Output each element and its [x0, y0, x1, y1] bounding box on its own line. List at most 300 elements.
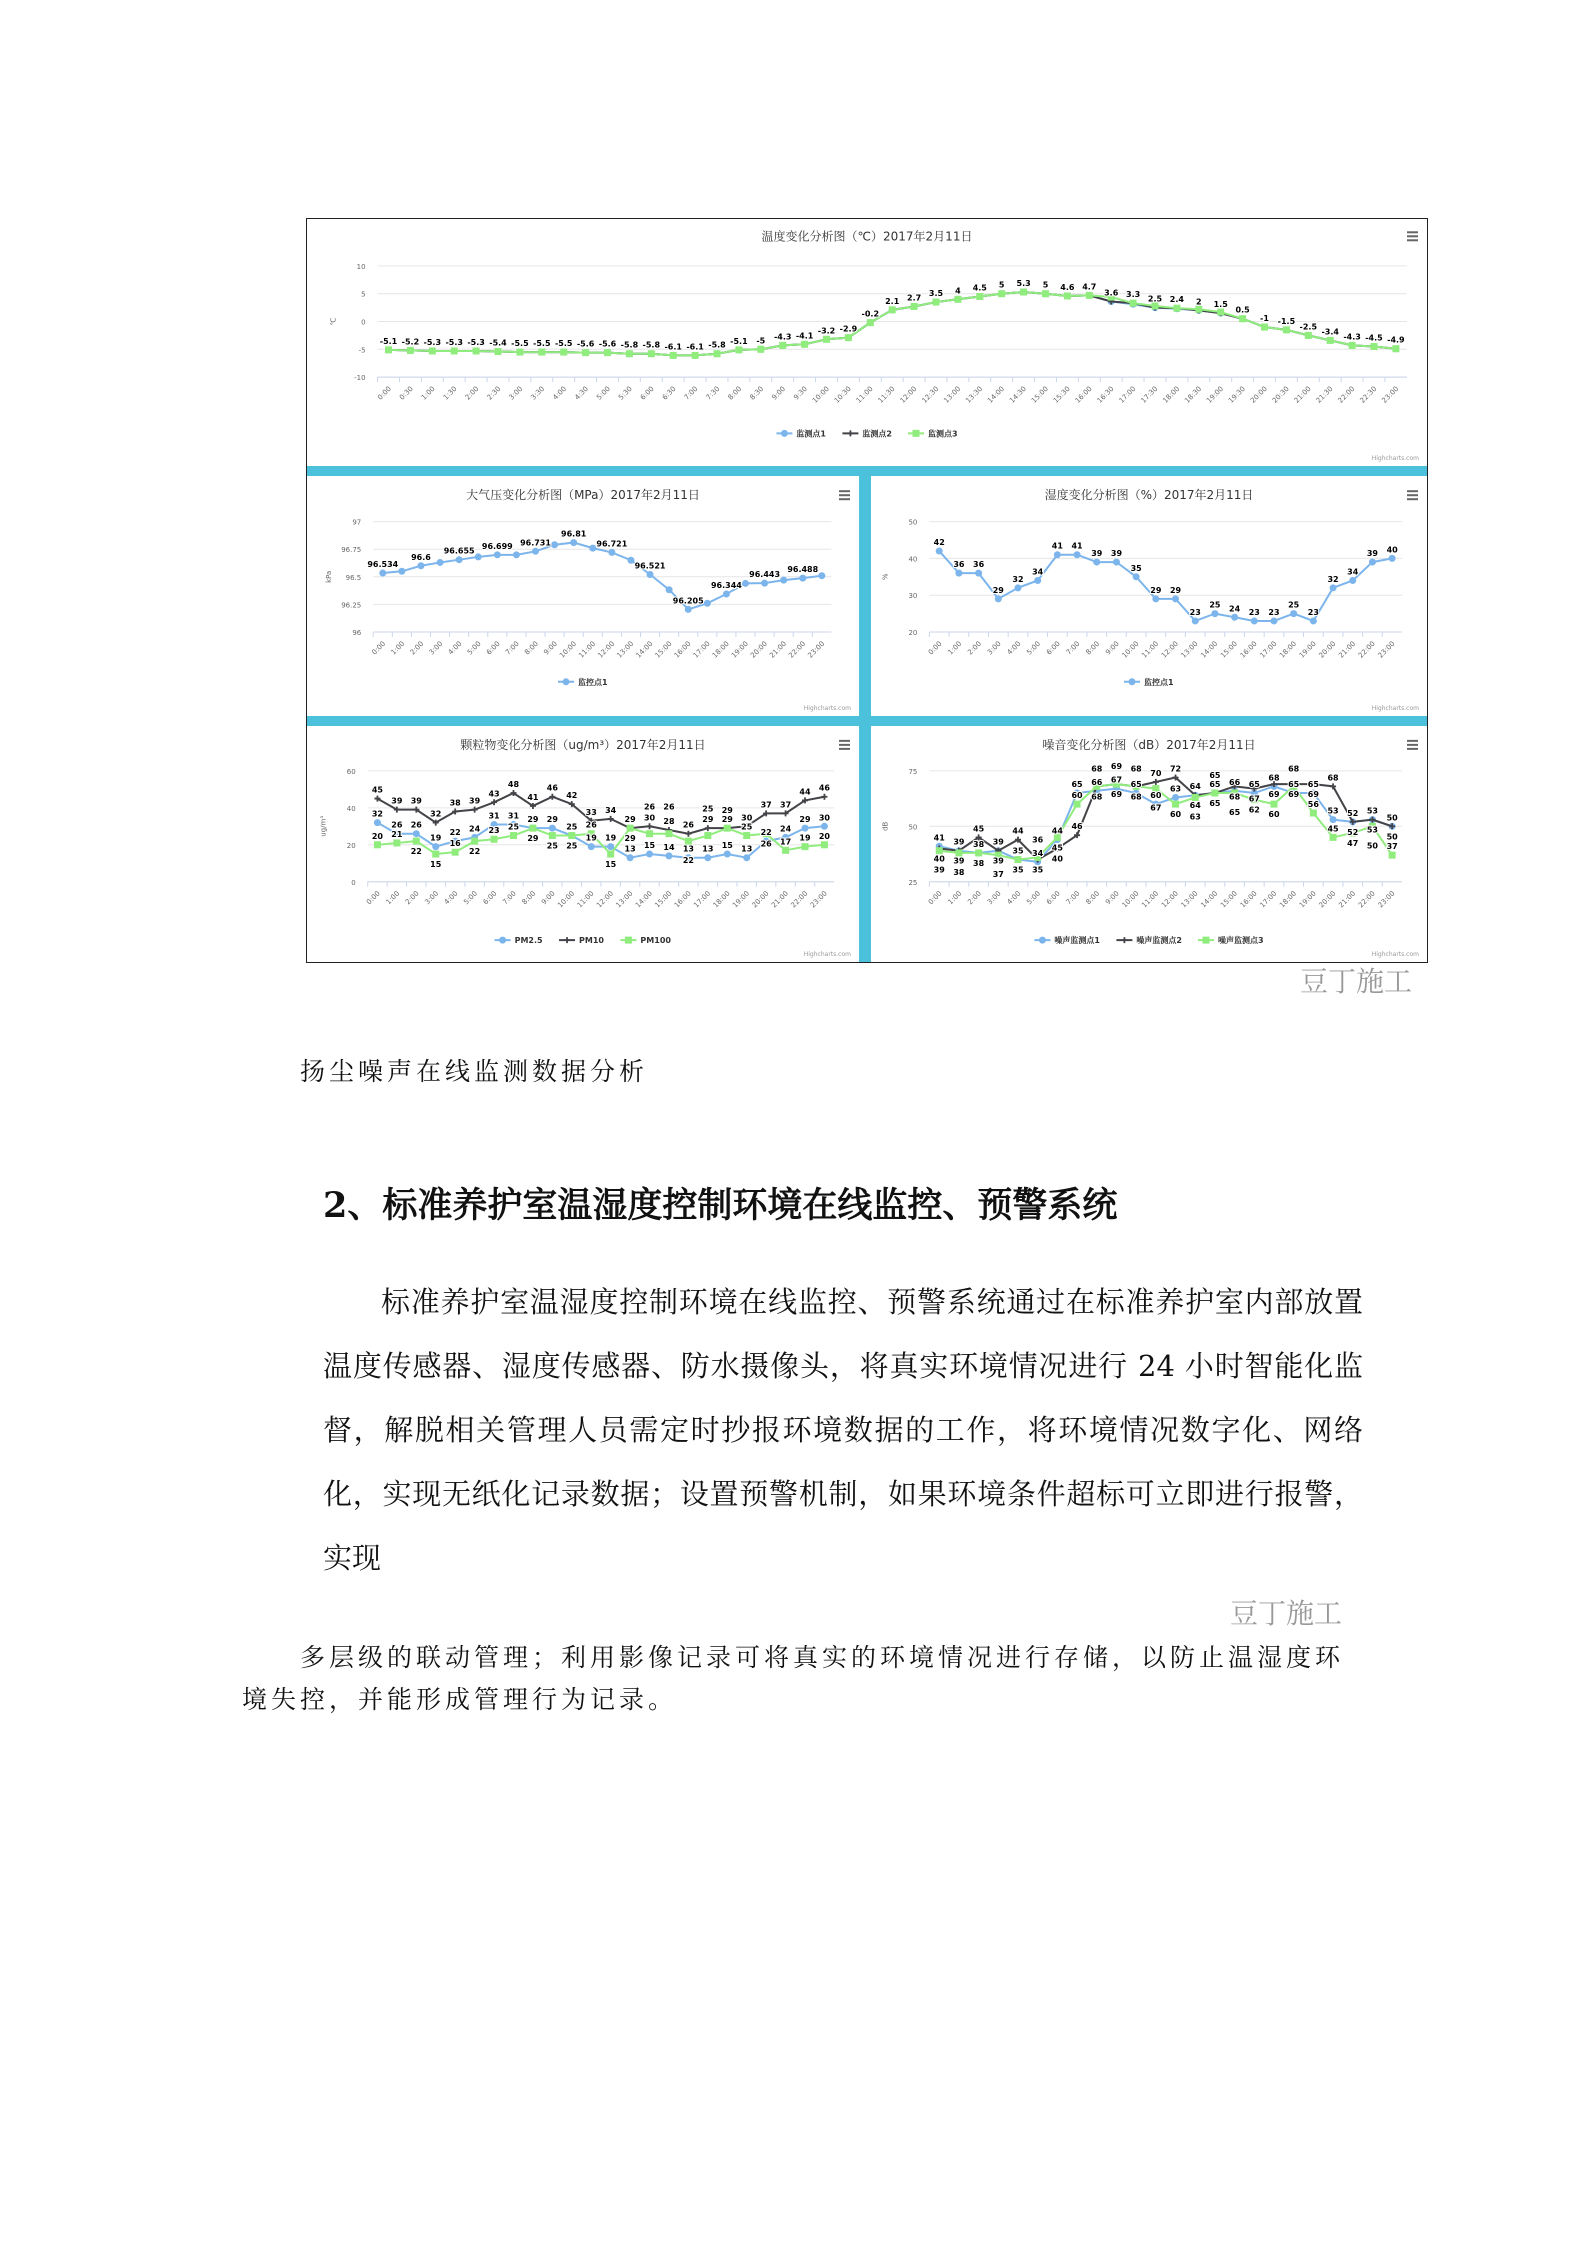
- data-label: -3.2: [817, 326, 836, 336]
- data-label: 41: [527, 792, 539, 802]
- x-tick-label: 21:00: [1337, 889, 1358, 910]
- legend-item[interactable]: [1124, 677, 1174, 687]
- x-tick-label: 17:00: [692, 889, 713, 910]
- menu-icon[interactable]: [839, 490, 850, 500]
- x-tick-label: 17:00: [691, 639, 712, 660]
- legend-marker: [563, 678, 570, 685]
- x-tick-label: 13:00: [614, 889, 635, 910]
- data-label: 35: [1032, 865, 1044, 875]
- data-point: [627, 825, 634, 832]
- data-point: [1133, 573, 1140, 580]
- chart-svg: [871, 726, 1427, 962]
- data-point: [429, 347, 436, 354]
- data-label: -4.1: [795, 331, 814, 341]
- data-label: 52: [1347, 827, 1359, 837]
- data-point: [432, 851, 439, 858]
- data-label: 1.5: [1213, 300, 1228, 310]
- data-point: [936, 548, 943, 555]
- x-tick-label: 22:00: [1356, 639, 1377, 660]
- data-point: [867, 319, 874, 326]
- y-tick-label: 96.25: [341, 601, 362, 610]
- data-point: [491, 836, 498, 843]
- data-label: 46: [818, 783, 831, 793]
- x-tick-label: 17:00: [1258, 889, 1279, 910]
- data-label: 96.699: [481, 541, 513, 551]
- x-tick-label: 5:00: [465, 639, 483, 657]
- x-tick-label: 22:00: [789, 889, 810, 910]
- data-label: 39: [933, 865, 945, 875]
- data-point: [995, 595, 1002, 602]
- x-tick-label: 2:00: [463, 384, 481, 402]
- data-point: [692, 352, 699, 359]
- data-label: 23: [1307, 607, 1319, 617]
- data-label: 19: [605, 833, 617, 843]
- x-tick-label: 10:00: [556, 889, 577, 910]
- legend-item[interactable]: [558, 677, 608, 687]
- data-label: 53: [1366, 806, 1379, 816]
- chart-svg: [307, 726, 859, 962]
- x-tick-label: 9:00: [542, 639, 560, 657]
- monitoring-charts-figure: [306, 218, 1428, 963]
- data-point: [538, 349, 545, 356]
- x-tick-label: 16:00: [1238, 639, 1259, 660]
- legend-marker: [564, 937, 570, 943]
- data-label: 68: [1130, 792, 1142, 802]
- data-label-layer: [372, 780, 831, 869]
- data-label: 44: [799, 787, 811, 797]
- x-tick-label: 20:00: [750, 889, 771, 910]
- x-tick-label: 6:00: [638, 384, 656, 402]
- y-tick-label: 0: [351, 878, 356, 887]
- data-label: 33: [585, 807, 597, 817]
- data-label: 50: [1366, 841, 1379, 851]
- data-point: [761, 580, 768, 587]
- legend: [558, 677, 608, 687]
- data-label: -5.5: [533, 339, 551, 349]
- y-tick-label: 0: [361, 318, 366, 327]
- x-tick-label: 18:00: [710, 639, 731, 660]
- data-point: [1074, 551, 1081, 558]
- data-point: [1074, 801, 1081, 808]
- x-tick-label: 20:00: [1317, 639, 1338, 660]
- x-tick-label: 14:30: [1008, 384, 1029, 405]
- chart-title: 湿度变化分析图（%）2017年2月11日: [1044, 488, 1254, 503]
- data-point: [955, 570, 962, 577]
- y-tick-label: 40: [908, 555, 918, 564]
- data-label: -4.3: [1343, 332, 1361, 342]
- legend-label: 噪声监测点3: [1217, 936, 1264, 946]
- data-point: [1172, 595, 1179, 602]
- data-label: 69: [1268, 790, 1280, 800]
- data-point: [626, 350, 633, 357]
- series-line-2: [377, 828, 824, 857]
- data-label: -2.9: [839, 324, 858, 334]
- data-label: 35: [1130, 563, 1142, 573]
- data-label: 36: [973, 560, 985, 570]
- legend-label: 监测点3: [927, 429, 958, 439]
- x-tick-label: 21:00: [1337, 639, 1358, 660]
- x-tick-label: 7:00: [501, 889, 518, 907]
- x-tick-label: 12:30: [920, 384, 941, 405]
- data-point: [955, 849, 962, 856]
- data-point: [393, 839, 400, 846]
- data-point: [975, 849, 982, 856]
- x-tick-label: 4:00: [1005, 639, 1023, 657]
- x-tick-label: 9:00: [1104, 889, 1121, 907]
- legend-item[interactable]: [1034, 935, 1100, 945]
- data-point: [1330, 584, 1337, 591]
- legend-item[interactable]: [842, 428, 892, 438]
- data-point: [1130, 300, 1137, 307]
- data-label: -0.2: [861, 309, 880, 319]
- series-line-0: [939, 551, 1392, 621]
- data-point: [471, 838, 478, 845]
- data-label: 69: [1110, 762, 1123, 772]
- data-point: [1389, 852, 1396, 859]
- data-point: [495, 348, 502, 355]
- data-label-layer: [367, 530, 818, 606]
- legend: [1034, 935, 1263, 945]
- data-label: 22: [410, 847, 422, 857]
- data-point: [704, 854, 711, 861]
- data-point: [413, 830, 420, 837]
- x-tick-label: 19:00: [1297, 889, 1318, 910]
- x-tick-label: 21:00: [1292, 384, 1313, 405]
- data-label: 25: [507, 822, 520, 832]
- data-label: 56: [1307, 799, 1319, 809]
- data-label: 2.5: [1147, 294, 1163, 304]
- legend-item[interactable]: [908, 428, 958, 438]
- data-point: [1251, 617, 1258, 624]
- data-label: 19: [430, 833, 442, 843]
- x-tick-label: 6:00: [1045, 639, 1062, 657]
- data-label: 65: [1229, 808, 1241, 818]
- x-tick-label: 8:00: [520, 889, 538, 907]
- data-label: 3.6: [1104, 288, 1119, 298]
- x-tick-label: 1:00: [384, 889, 402, 907]
- data-label: 35: [1012, 846, 1024, 856]
- data-point: [735, 346, 742, 353]
- menu-icon-bar: [839, 494, 850, 496]
- data-label: 25: [741, 822, 753, 832]
- data-point: [608, 549, 615, 556]
- x-tick-label: 11:00: [577, 639, 598, 660]
- x-tick-label: 10:00: [1120, 889, 1141, 910]
- x-tick-label: 12:00: [1160, 639, 1180, 660]
- highcharts-credit: Highcharts.com: [1371, 455, 1419, 462]
- data-label: 30: [741, 813, 753, 823]
- data-label: 69: [1110, 790, 1123, 800]
- data-label: 5: [1042, 280, 1049, 290]
- menu-icon[interactable]: [1407, 490, 1418, 500]
- data-label: 44: [1051, 826, 1063, 836]
- body-paragraph-continued: 多层级的联动管理；利用影像记录可将真实的环境情况进行存储，以防止温湿度环境失控，并能形成管理行为记录。: [242, 1643, 1345, 1714]
- data-label: 96.534: [367, 560, 399, 570]
- data-label: -2.5: [1299, 322, 1318, 332]
- data-label: 13: [624, 844, 636, 854]
- legend-item[interactable]: [620, 936, 671, 945]
- menu-icon-bar: [1407, 748, 1418, 750]
- x-tick-label: 8:00: [1084, 889, 1102, 907]
- x-tick-label: 18:00: [1161, 384, 1182, 405]
- data-label: 52: [1347, 808, 1359, 818]
- data-label: 68: [1288, 764, 1300, 774]
- chart-svg: [307, 476, 859, 716]
- x-tick-label: 13:00: [942, 384, 963, 405]
- data-point: [685, 831, 691, 837]
- data-label: 39: [953, 856, 965, 866]
- data-label: 40: [933, 854, 945, 864]
- x-tick-label: 1:00: [946, 639, 964, 657]
- data-label: 29: [527, 815, 539, 825]
- y-tick-label: -5: [358, 346, 366, 355]
- data-label: 26: [391, 820, 403, 830]
- highcharts-credit: Highcharts.com: [1371, 705, 1419, 712]
- data-label: 23: [1268, 607, 1280, 617]
- data-label: 22: [682, 856, 694, 866]
- data-point: [1389, 555, 1396, 562]
- y-tick-label: 30: [908, 592, 918, 601]
- x-tick-label: 12:00: [1160, 889, 1180, 910]
- data-label: 34: [605, 805, 617, 815]
- data-point: [1192, 794, 1199, 801]
- x-tick-label: 13:00: [1179, 889, 1200, 910]
- data-label: 19: [799, 833, 811, 843]
- legend-marker: [625, 937, 632, 944]
- data-label: 36: [953, 560, 965, 570]
- data-label: 39: [953, 837, 965, 847]
- data-label: 15: [721, 841, 733, 851]
- x-tick-label: 13:00: [1179, 639, 1200, 660]
- data-label: 29: [702, 815, 714, 825]
- x-tick-label: 6:30: [660, 384, 678, 402]
- data-point: [705, 825, 711, 831]
- data-point: [1020, 289, 1027, 296]
- data-point: [648, 350, 655, 357]
- legend-label: 监测点2: [862, 429, 892, 439]
- data-point: [1217, 309, 1224, 316]
- menu-icon[interactable]: [1407, 231, 1418, 241]
- data-point: [1270, 801, 1277, 808]
- x-tick-label: 4:00: [442, 889, 460, 907]
- series-line-1: [939, 777, 1392, 859]
- data-label: 65: [1307, 780, 1319, 790]
- legend-item[interactable]: [1116, 935, 1182, 945]
- legend-marker: [499, 937, 506, 944]
- data-point: [646, 851, 653, 858]
- data-label: 29: [546, 815, 558, 825]
- data-point: [954, 296, 961, 303]
- x-tick-label: 6:00: [484, 639, 502, 657]
- data-label: 36: [1032, 835, 1044, 845]
- data-label: 32: [1327, 574, 1339, 584]
- chart-title: 噪音变化分析图（dB）2017年2月11日: [1042, 737, 1256, 752]
- x-tick-label: 8:00: [523, 639, 540, 657]
- data-point: [1330, 834, 1337, 841]
- x-tick-label: 3:00: [985, 889, 1003, 907]
- data-label: 68: [1229, 792, 1241, 802]
- y-axis-title: ug/m³: [319, 815, 328, 837]
- data-point: [494, 551, 501, 558]
- data-label: 37: [760, 800, 772, 810]
- data-point: [1290, 610, 1297, 617]
- legend-item[interactable]: [776, 428, 826, 438]
- data-label: -3.4: [1321, 327, 1339, 337]
- data-label: -4.3: [773, 332, 792, 342]
- data-point: [607, 843, 614, 850]
- x-tick-label: 21:30: [1314, 384, 1335, 405]
- x-tick-label: 4:30: [573, 384, 591, 402]
- data-label: 24: [469, 824, 481, 834]
- data-point: [1305, 332, 1312, 339]
- data-point: [451, 347, 458, 354]
- data-point: [588, 843, 595, 850]
- data-label: 23: [488, 826, 500, 836]
- x-tick-label: 5:30: [617, 384, 634, 402]
- data-label: 14: [663, 842, 675, 852]
- x-tick-label: 10:00: [558, 639, 579, 660]
- legend-item[interactable]: [559, 936, 604, 945]
- data-label: 38: [953, 867, 965, 877]
- legend-item[interactable]: [1198, 935, 1264, 945]
- data-label: 60: [1169, 810, 1182, 820]
- data-point: [516, 349, 523, 356]
- x-tick-label: 23:00: [806, 639, 827, 660]
- noise-chart: [871, 726, 1427, 962]
- data-point: [432, 843, 439, 850]
- data-label: 4.7: [1082, 282, 1097, 292]
- data-point: [1042, 290, 1049, 297]
- y-axis-title: ℃: [329, 317, 338, 326]
- particulate-chart: [307, 726, 859, 962]
- data-point: [704, 832, 711, 839]
- menu-icon[interactable]: [839, 740, 850, 750]
- data-label: 68: [1091, 792, 1103, 802]
- y-tick-label: 96.75: [341, 546, 362, 555]
- x-tick-label: 5:00: [462, 889, 480, 907]
- data-label: 20: [371, 831, 384, 841]
- x-tick-label: 12:00: [898, 384, 919, 405]
- x-tick-label: 12:00: [596, 639, 617, 660]
- x-tick-label: 0:00: [376, 384, 393, 402]
- highcharts-credit: Highcharts.com: [803, 705, 851, 712]
- data-point: [1349, 577, 1356, 584]
- data-point: [1327, 337, 1334, 344]
- data-label: 22: [449, 828, 461, 838]
- data-point: [1034, 577, 1041, 584]
- data-label: 26: [410, 820, 422, 830]
- data-label: 96.443: [749, 570, 781, 580]
- data-label: 96.488: [787, 565, 819, 575]
- data-label: -5.8: [642, 340, 661, 350]
- x-tick-label: 13:30: [964, 384, 985, 405]
- data-label: 25: [702, 804, 714, 814]
- data-label: 3.5: [928, 289, 944, 299]
- x-tick-label: 17:30: [1139, 384, 1160, 405]
- data-label: -5.3: [423, 337, 442, 347]
- data-label: 3.3: [1126, 290, 1141, 300]
- x-tick-label: 1:00: [946, 889, 964, 907]
- data-label: 25: [566, 822, 578, 832]
- menu-icon-bar: [839, 740, 850, 742]
- data-point: [704, 600, 711, 607]
- data-label: 65: [1209, 799, 1221, 809]
- x-tick-label: 1:00: [419, 384, 437, 402]
- legend-label: PM2.5: [514, 936, 543, 946]
- data-point: [780, 577, 787, 584]
- x-tick-label: 14:00: [634, 639, 655, 660]
- data-label: 29: [624, 834, 636, 844]
- chart-svg: [871, 476, 1427, 716]
- data-label: -4.9: [1387, 335, 1405, 345]
- data-label: 17: [780, 837, 792, 847]
- data-label: 39: [410, 796, 422, 806]
- x-tick-label: 23:00: [1380, 384, 1401, 405]
- data-label: 25: [1209, 600, 1221, 610]
- data-label: 68: [1091, 764, 1103, 774]
- x-tick-label: 9:00: [539, 889, 557, 907]
- humidity-chart: [871, 476, 1427, 716]
- legend: [1124, 677, 1174, 687]
- data-label: 50: [1386, 813, 1398, 823]
- data-label: 67: [1248, 794, 1260, 804]
- data-point: [1369, 559, 1376, 566]
- legend-item[interactable]: [495, 936, 543, 945]
- data-point: [665, 852, 672, 859]
- data-point: [551, 541, 558, 548]
- data-point: [1261, 324, 1268, 331]
- data-label: 30: [818, 813, 831, 823]
- x-tick-label: 21:00: [768, 639, 789, 660]
- watermark-logo: 豆丁施工: [1300, 965, 1413, 998]
- data-label: -5.4: [489, 338, 507, 348]
- data-label: 19: [585, 833, 597, 843]
- data-label: -4.5: [1365, 333, 1383, 343]
- menu-icon[interactable]: [1407, 740, 1418, 750]
- data-point: [802, 825, 809, 832]
- data-label: 39: [469, 796, 481, 806]
- data-label: -5.1: [379, 336, 398, 346]
- x-tick-label: 15:30: [1051, 384, 1072, 405]
- x-tick-label: 1:00: [389, 639, 407, 657]
- x-tick-label: 9:30: [792, 384, 810, 402]
- data-label: 96.344: [710, 581, 742, 591]
- data-label: 20: [818, 831, 831, 841]
- data-point: [936, 847, 943, 854]
- data-label: 60: [1071, 791, 1083, 801]
- x-tick-label: 7:00: [504, 639, 521, 657]
- figure-caption: 扬尘噪声在线监测数据分析: [300, 1057, 649, 1086]
- x-tick-label: 0:00: [370, 639, 388, 657]
- series-line-2: [939, 784, 1392, 859]
- data-point: [570, 539, 577, 546]
- x-tick-label: 15:00: [1029, 384, 1050, 405]
- data-label: 68: [1327, 773, 1339, 783]
- data-label: -5.6: [576, 339, 595, 349]
- data-point: [529, 825, 536, 832]
- data-point: [568, 832, 575, 839]
- data-point: [1330, 816, 1337, 823]
- data-label: 5: [998, 280, 1005, 290]
- section-heading: 2、标准养护室温湿度控制环境在线监控、预警系统: [323, 1185, 1118, 1226]
- data-point: [374, 841, 381, 848]
- data-point: [1113, 559, 1120, 566]
- data-label: 96.205: [672, 596, 704, 606]
- x-tick-label: 13:00: [615, 639, 636, 660]
- data-label: 34: [1032, 567, 1044, 577]
- data-point: [549, 825, 556, 832]
- data-point: [647, 823, 653, 829]
